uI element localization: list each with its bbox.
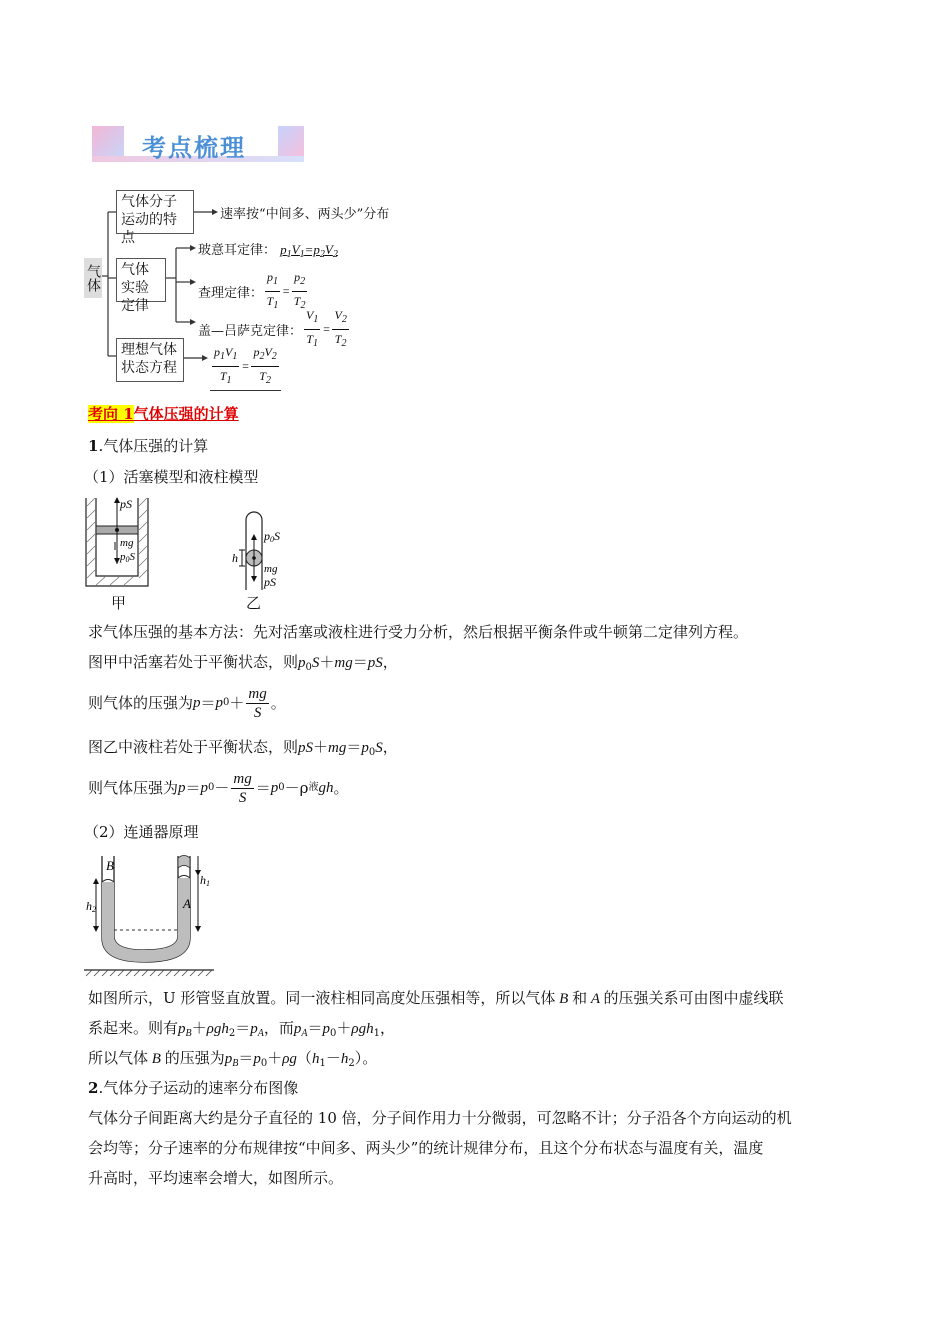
utube-2-text-b: ，而 (263, 1019, 294, 1037)
jia-balance-equation: $p_0S+mg=pS$， (298, 653, 398, 673)
law-charles-formula: $\frac{p_1}{T_1}$ = $\frac{p_2}{T_2}$ (266, 270, 306, 311)
yi-balance-equation: $pS+mg=p_0S$， (298, 738, 398, 758)
paragraph-jia-balance (88, 652, 398, 678)
law-charles-label: 查理定律： (198, 286, 264, 301)
paragraph-utube-1: 如图所示，U 形管竖直放置。同一液柱相同高度处压强相等，所以气体 B 和 A 的压强关系可由图中虚线联 (88, 989, 784, 1007)
law-boyle-formula: $p_1V_1=p_2V_2$ (280, 242, 338, 260)
utube-2-text-a: 系起来。则有 (88, 1019, 179, 1037)
mindmap-node-experimental: 气体实验定律 (116, 258, 166, 302)
mindmap (84, 186, 404, 386)
paragraph-utube-2 (88, 1018, 395, 1044)
paragraph-distribution-3: 升高时，平均速率会增大，如图所示。 (88, 1169, 344, 1187)
item1-title: .气体压强的计算 (98, 437, 209, 455)
utube-3-text-b: 的压强为 (164, 1049, 225, 1067)
svg-text:p0S: p0S (120, 551, 135, 564)
yi-pressure-text: 则气体压强为 (88, 779, 179, 797)
utube-2-equation-1: $p_B+\rho gh_2=p_A$ (178, 1019, 264, 1039)
item2-title: .气体分子运动的速率分布图像 (98, 1079, 299, 1097)
svg-text:h1: h1 (200, 873, 210, 888)
ideal-gas-formula: $\frac{p_1V_1}{T_1}$ = $\frac{p_2V_2}{T_2}$ (210, 343, 281, 391)
paragraph-distribution-2: 会均等；分子速率的分布规律按“中间多、两头少”的统计规律分布，且这个分布状态与温度有关，温度 (88, 1139, 764, 1157)
paragraph-method: 求气体压强的基本方法：先对活塞或液柱进行受力分析，然后根据平衡条件或牛顿第二定律列方程。 (88, 623, 749, 641)
svg-text:mg: mg (120, 537, 134, 549)
svg-text:p0S: p0S (264, 529, 280, 544)
jia-balance-text: 图甲中活塞若处于平衡状态，则 (88, 653, 299, 671)
jia-pressure-text: 则气体的压强为 (88, 694, 194, 712)
banner-left-block (92, 126, 124, 156)
law-boyle-label: 玻意耳定律： (198, 243, 277, 258)
sub1-heading: （1）活塞模型和液柱模型 (84, 468, 259, 486)
svg-text:A: A (183, 896, 191, 911)
mindmap-node-molecular: 气体分子运动的特点 (116, 190, 194, 234)
jia-pressure-equation: p ＝ p 0 ＋ $\frac{mg}{S}$ 。 (193, 685, 286, 721)
svg-text:h2: h2 (86, 899, 96, 914)
item1-heading (88, 436, 208, 456)
utube-3-text-a: 所以气体 (88, 1049, 149, 1067)
paragraph-jia-pressure (88, 683, 286, 723)
utube-1-text-c: 的压强关系可由图中虚线联 (603, 989, 784, 1007)
utube-2-equation-2: $p_A=p_0+\rho gh_1$， (293, 1019, 395, 1039)
svg-text:pS: pS (264, 575, 276, 589)
item1-num: 1 (88, 437, 99, 455)
section-title: 气体压强的计算 (133, 405, 239, 423)
section-tag: 考向 1 (88, 405, 134, 423)
figure-u-tube (84, 852, 220, 978)
paragraph-yi-balance (88, 737, 398, 763)
figure-label-jia: 甲 (111, 594, 127, 612)
sub2-heading: （2）连通器原理 (84, 823, 199, 841)
law-gaylussac-formula: $\frac{V_1}{T_1}$ = $\frac{V_2}{T_2}$ (306, 308, 347, 349)
utube-1-text-a: 如图所示，U 形管竖直放置。同一液柱相同高度处压强相等，所以气体 (88, 989, 556, 1007)
mindmap-node-molecular-desc: 速率按“中间多、两头少”分布 (220, 207, 390, 222)
header-banner (92, 126, 308, 164)
paragraph-utube-3: 所以气体 B 的压强为$p_B=p_0+\rho g(h_1-h_2)$。 (88, 1049, 378, 1069)
paragraph-yi-pressure (88, 768, 349, 808)
figure-label-yi: 乙 (246, 594, 262, 612)
banner-right-block (278, 126, 304, 156)
utube-1-text-b: 和 (572, 989, 588, 1007)
mindmap-node-ideal-gas: 理想气体状态方程 (116, 338, 184, 382)
law-gaylussac-label: 盖—吕萨克定律： (198, 324, 303, 339)
mindmap-law-boyle (198, 239, 338, 260)
utube-3-equation: $p_B=p_0+\rho g(h_1-h_2)$。 (224, 1049, 378, 1069)
section-heading (88, 404, 239, 424)
page-title: 考点梳理 (142, 134, 246, 162)
svg-text:h: h (232, 551, 238, 565)
svg-text:B: B (106, 858, 114, 873)
item2-heading (88, 1078, 298, 1098)
svg-text:pS: pS (120, 497, 132, 511)
yi-pressure-equation: p ＝ p 0 － $\frac{mg}{S}$ ＝ p 0 －ρ 液 gh 。 (178, 770, 349, 806)
yi-balance-text: 图乙中液柱若处于平衡状态，则 (88, 738, 299, 756)
item2-num: 2 (88, 1079, 99, 1097)
paragraph-distribution-1: 气体分子间距离大约是分子直径的 10 倍，分子间作用力十分微弱，可忽略不计；分子沿各个方向运动的机 (88, 1109, 792, 1127)
mindmap-root: 气体 (84, 258, 102, 298)
svg-text:mg: mg (264, 563, 278, 575)
